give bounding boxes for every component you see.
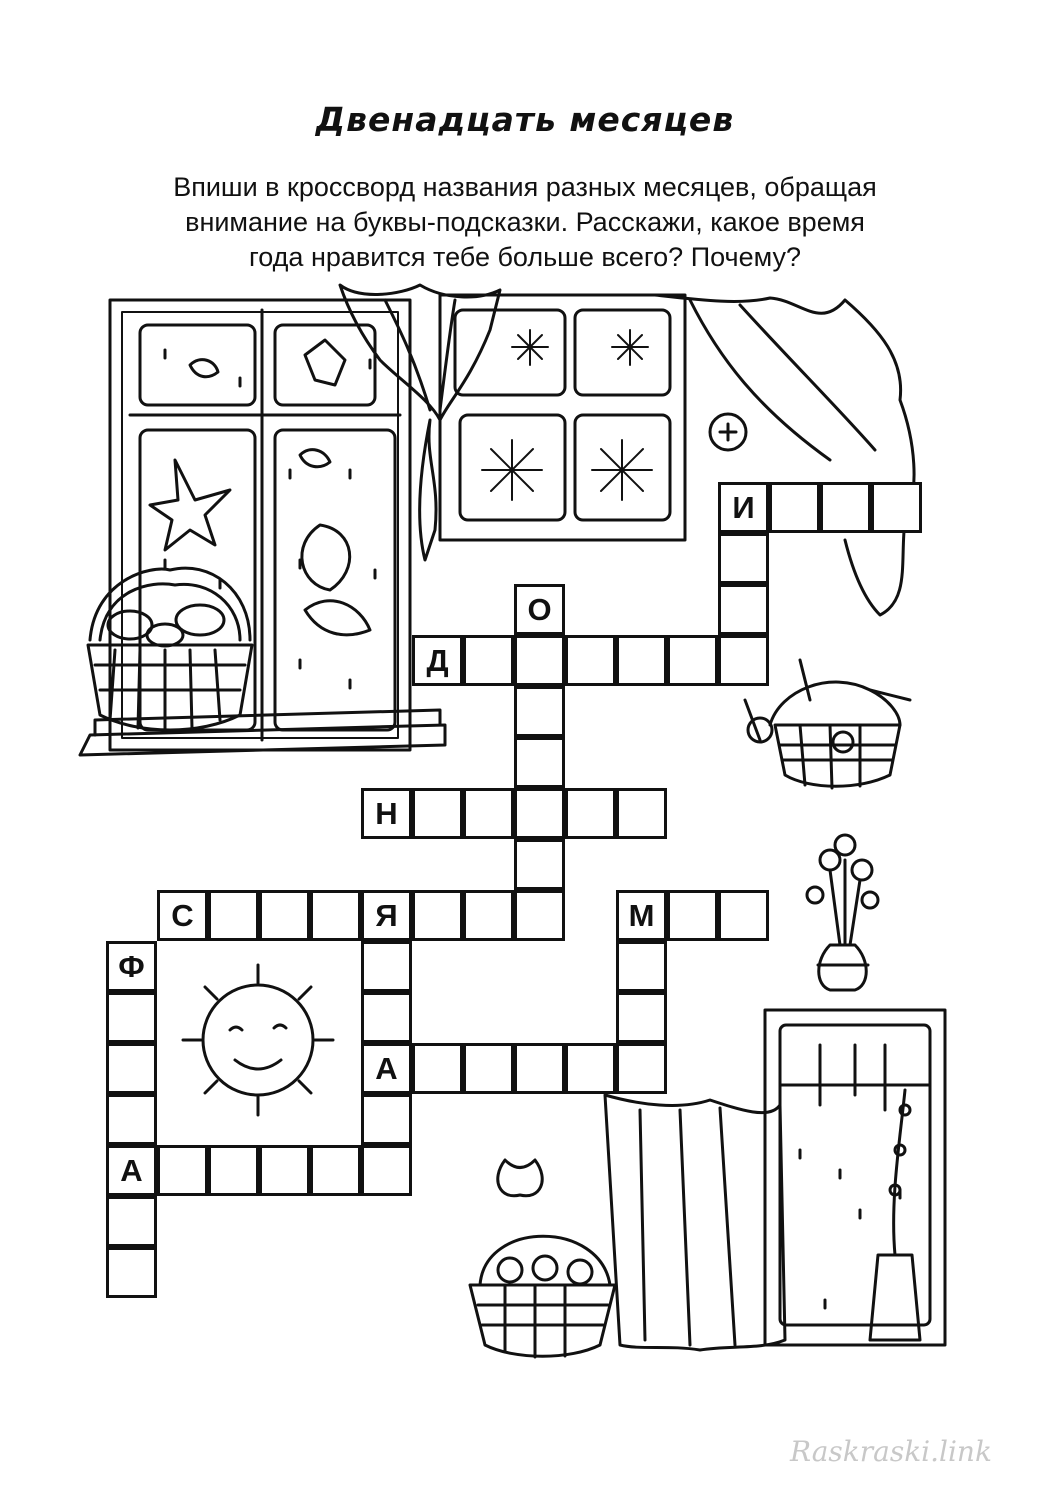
crossword-hint-cell[interactable]	[361, 1043, 412, 1094]
crossword-cell[interactable]	[718, 584, 769, 635]
crossword-cell[interactable]	[106, 1247, 157, 1298]
crossword-cell[interactable]	[106, 1043, 157, 1094]
crossword-cell[interactable]	[565, 1043, 616, 1094]
crossword-cell[interactable]	[463, 890, 514, 941]
crossword-hint-cell[interactable]	[412, 635, 463, 686]
hint-letter: О	[527, 591, 552, 627]
hint-letter: А	[375, 1050, 398, 1086]
crossword-cell[interactable]	[361, 941, 412, 992]
crossword-cell[interactable]	[208, 1145, 259, 1196]
crossword-cell[interactable]	[565, 788, 616, 839]
crossword-cell[interactable]	[718, 635, 769, 686]
crossword-cell[interactable]	[565, 635, 616, 686]
crossword-cell[interactable]	[412, 890, 463, 941]
crossword-cell[interactable]	[616, 992, 667, 1043]
hint-letter: Я	[375, 897, 398, 933]
crossword-cell[interactable]	[157, 1145, 208, 1196]
crossword-hint-cell[interactable]	[361, 890, 412, 941]
crossword-cell[interactable]	[463, 1043, 514, 1094]
crossword-cell[interactable]	[871, 482, 922, 533]
watermark: Raskraski.link	[790, 1435, 992, 1468]
crossword-cell[interactable]	[769, 482, 820, 533]
crossword-cell[interactable]	[412, 788, 463, 839]
crossword-cell[interactable]	[616, 635, 667, 686]
crossword-cell[interactable]	[412, 1043, 463, 1094]
crossword-cell[interactable]	[106, 1196, 157, 1247]
crossword-cell[interactable]	[208, 890, 259, 941]
crossword-hint-cell[interactable]	[514, 584, 565, 635]
hint-letter: Н	[375, 795, 398, 831]
crossword-cell[interactable]	[514, 737, 565, 788]
crossword-cell[interactable]	[361, 1094, 412, 1145]
crossword-cell[interactable]	[310, 890, 361, 941]
crossword-hint-cell[interactable]	[106, 1145, 157, 1196]
hint-letter: Ф	[118, 948, 145, 984]
crossword-cell[interactable]	[616, 1043, 667, 1094]
crossword-cell[interactable]	[667, 890, 718, 941]
crossword-cell[interactable]	[106, 1094, 157, 1145]
worksheet-title: Двенадцать месяцев	[315, 100, 735, 139]
crossword-hint-cell[interactable]	[157, 890, 208, 941]
crossword-cell[interactable]	[310, 1145, 361, 1196]
hint-letter: Д	[426, 642, 449, 678]
crossword-cell[interactable]	[106, 992, 157, 1043]
hint-letter: М	[628, 897, 655, 933]
hint-letter: И	[732, 489, 755, 525]
crossword-hint-cell[interactable]	[361, 788, 412, 839]
hint-letter: С	[171, 897, 194, 933]
crossword-cell[interactable]	[514, 686, 565, 737]
crossword-cell[interactable]	[667, 635, 718, 686]
crossword-cell[interactable]	[514, 839, 565, 890]
crossword-cell[interactable]	[616, 941, 667, 992]
crossword-cell[interactable]	[820, 482, 871, 533]
crossword-hint-cell[interactable]	[718, 482, 769, 533]
crossword-cell[interactable]	[616, 788, 667, 839]
crossword-cell[interactable]	[361, 992, 412, 1043]
crossword-cell[interactable]	[514, 890, 565, 941]
crossword-cell[interactable]	[259, 1145, 310, 1196]
crossword-cell[interactable]	[514, 788, 565, 839]
instruction-line: внимание на буквы-подсказки. Расскажи, какое время	[185, 207, 865, 237]
crossword-hint-cell[interactable]	[106, 941, 157, 992]
crossword-cell[interactable]	[514, 1043, 565, 1094]
crossword-cell[interactable]	[463, 635, 514, 686]
instruction-line: Впиши в кроссворд названия разных месяцев, обращая	[173, 172, 877, 202]
crossword-cell[interactable]	[514, 635, 565, 686]
crossword-cell[interactable]	[718, 890, 769, 941]
crossword-cell[interactable]	[361, 1145, 412, 1196]
crossword-cell[interactable]	[463, 788, 514, 839]
hint-letter: А	[120, 1152, 143, 1188]
instruction-line: года нравится тебе больше всего? Почему?	[249, 242, 801, 272]
crossword-cell[interactable]	[718, 533, 769, 584]
crossword-cell[interactable]	[259, 890, 310, 941]
crossword-hint-cell[interactable]	[616, 890, 667, 941]
